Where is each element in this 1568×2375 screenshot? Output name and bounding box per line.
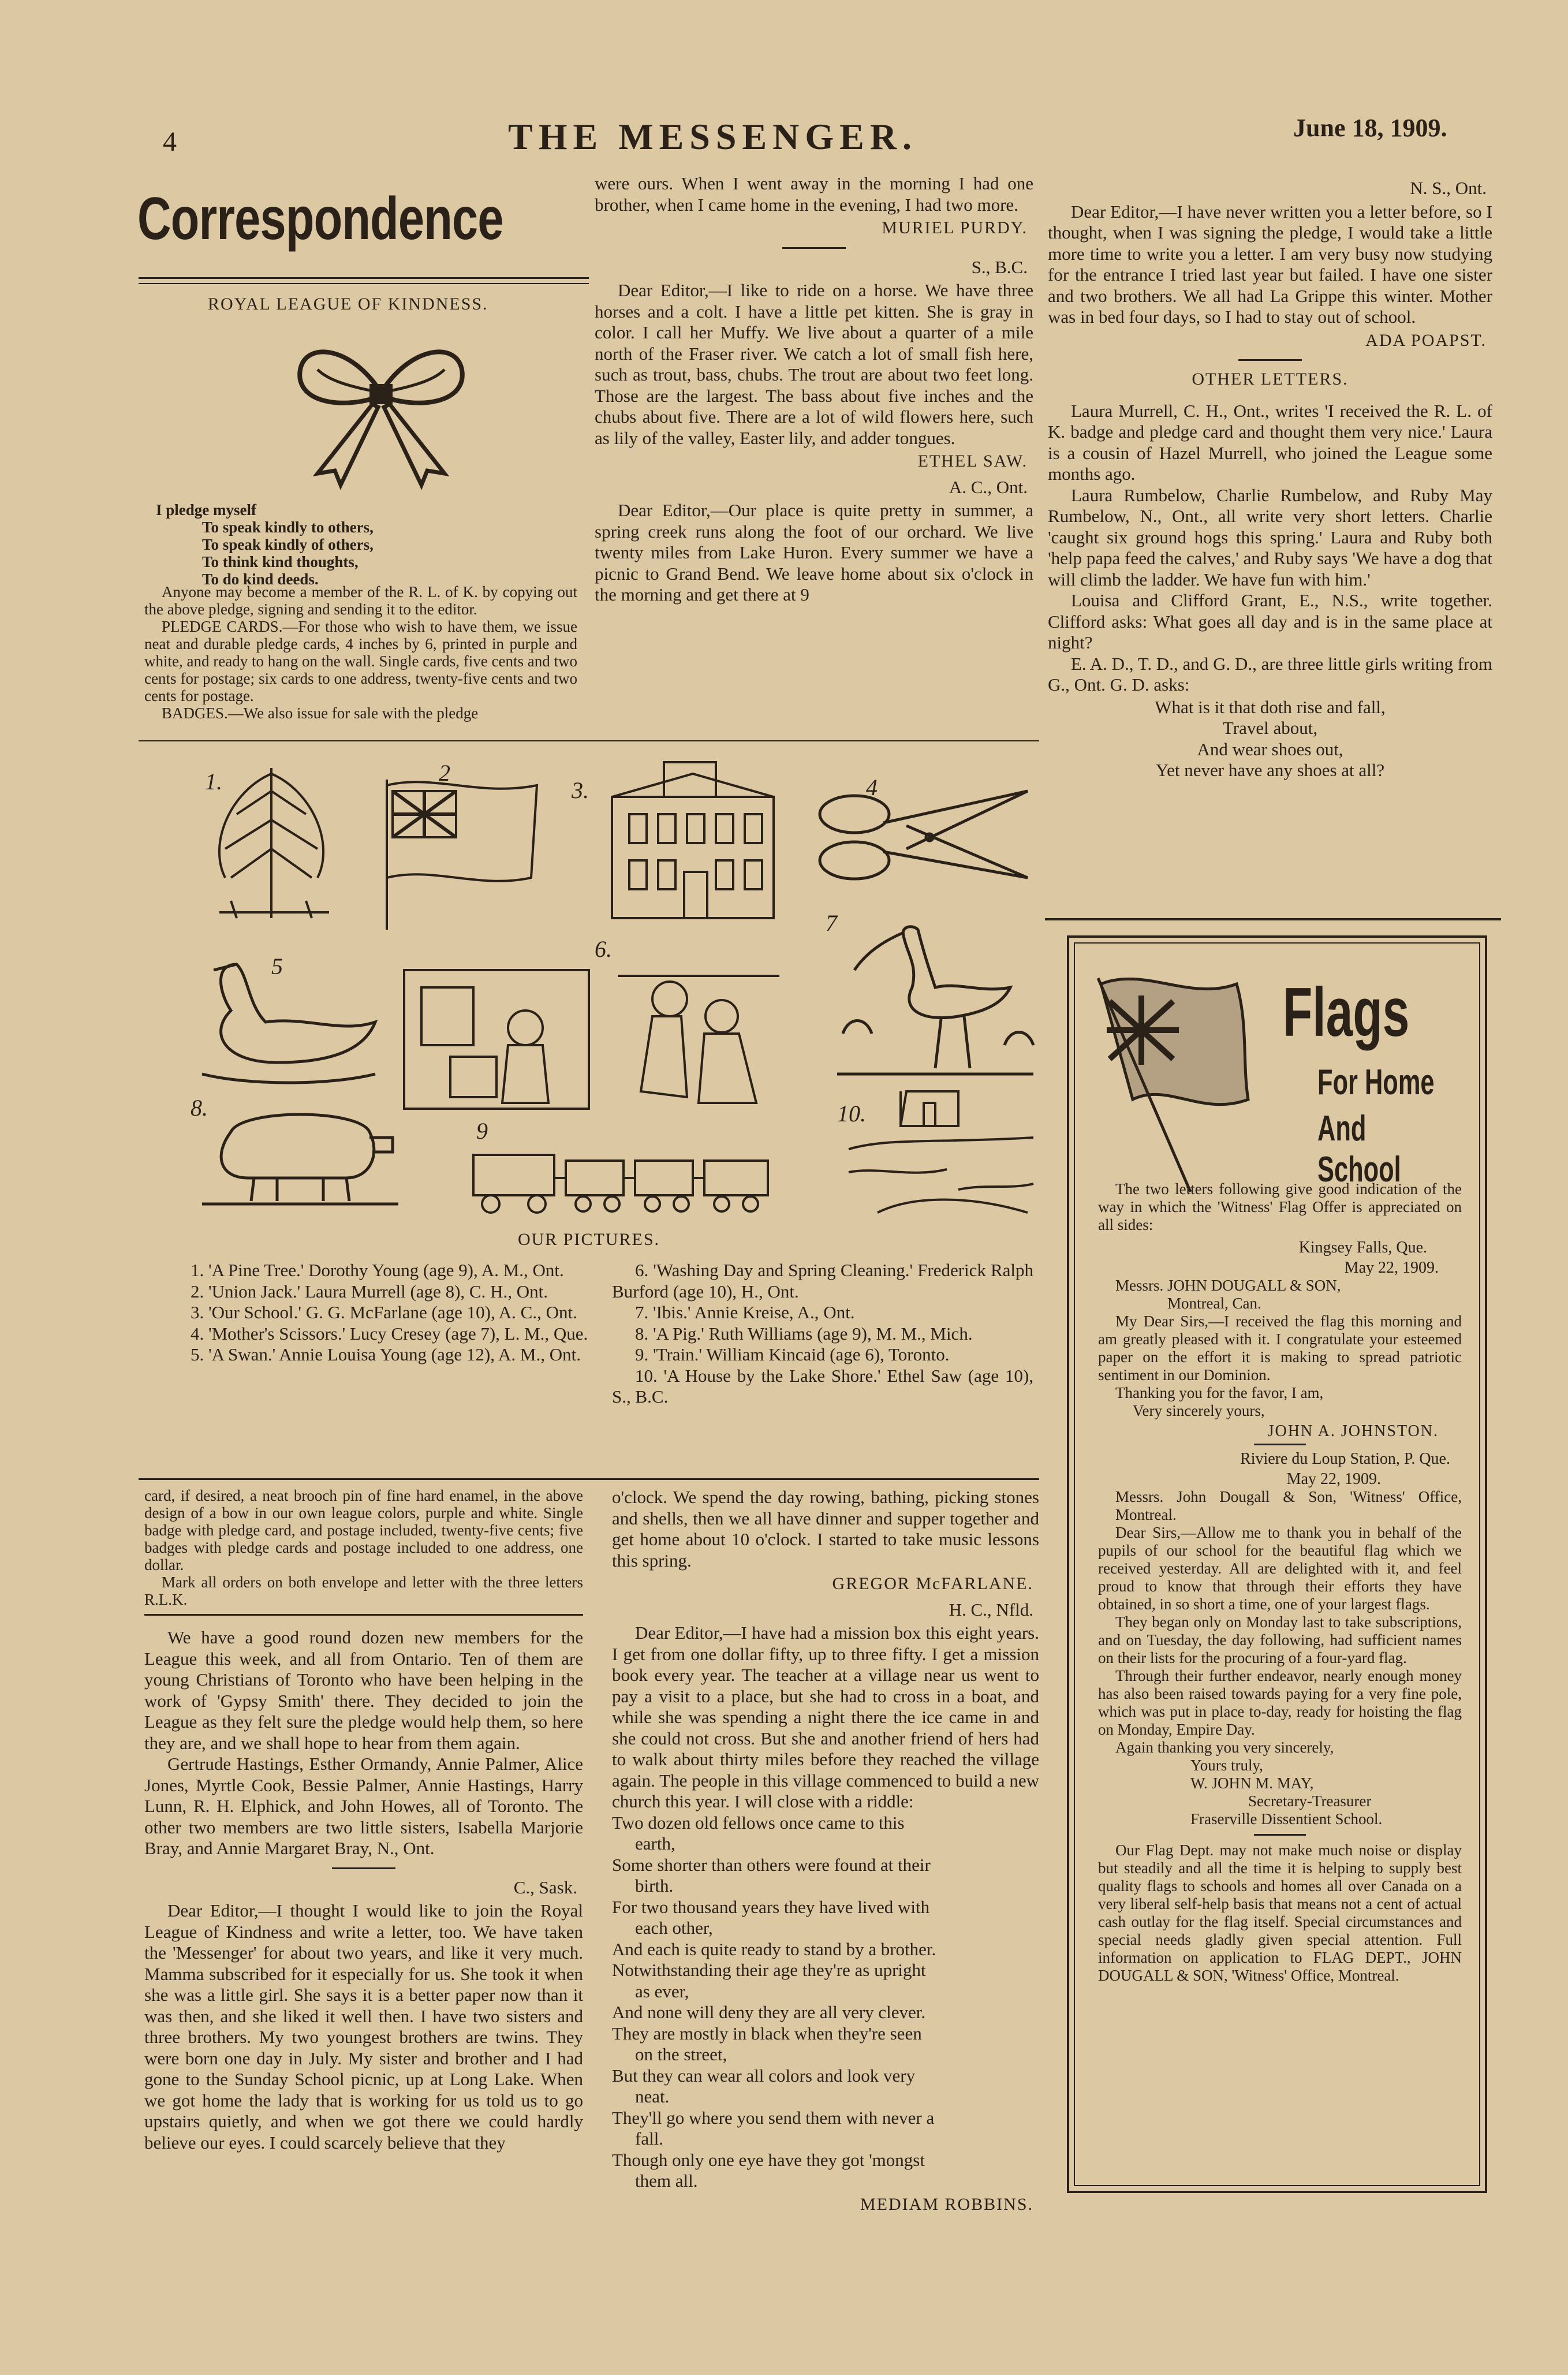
riddle-line: What is it that doth rise and fall,	[1155, 696, 1386, 717]
letter-place: H. C., Nfld.	[949, 1599, 1033, 1620]
pledge	[156, 501, 445, 588]
picture-credits-right	[612, 1260, 1033, 1408]
picture-credit: 10. 'A House by the Lake Shore.' Ethel Saw (age 10), S., B.C.	[612, 1365, 1033, 1407]
other-letters-title: OTHER LETTERS.	[1192, 370, 1349, 389]
signature: W. JOHN M. MAY,	[1190, 1774, 1314, 1792]
divider	[1238, 359, 1302, 361]
pledge-line: I pledge myself	[156, 501, 256, 519]
other-letter: Laura Murrell, C. H., Ont., writes 'I received the R. L. of K. badge and pledge card and thought them very nice.' Laura is a cousin of Hazel Murrell, who joined the League some months ago.	[1048, 400, 1492, 484]
riddle-line: each other,	[635, 1918, 713, 1938]
pledge-line: To think kind thoughts,	[202, 553, 359, 571]
pictures-bottom-rule	[139, 1478, 1039, 1480]
letter-body: Dear Editor,—I thought I would like to join the Royal League of Kindness and write a letter, too. We have taken the 'Messenger' for about two years, and like it very much. Mamma subscribed for it especially for us. She took it when she was a little girl. She says it is a better paper now than it was then, and she liked it well then. I have two sisters and three brothers. My two youngest brothers are twins. They were born one day in July. My sister and brother and I had gone to the Sunday School picnic, up at Long Lake. When we got home the lady that is working for us told us to go upstairs quietly, and when we got there we could hardly believe our eyes. I could scarcely believe that they	[144, 1900, 583, 2153]
train-drawing	[462, 1143, 774, 1218]
signature: MEDIAM ROBBINS.	[860, 2194, 1033, 2214]
picture-credit: 4. 'Mother's Scissors.' Lucy Cresey (age 7), L. M., Que.	[191, 1323, 588, 1344]
riddle-line: Some shorter than others were found at their	[612, 1854, 931, 1875]
masthead: THE MESSENGER.	[508, 116, 918, 157]
riddle-line: neat.	[635, 2086, 670, 2106]
swan-drawing	[191, 947, 387, 1091]
pledge-cards: PLEDGE CARDS.—For those who wish to have them, we issue neat and durable pledge cards, 4 inches by 6, printed in purple and white, and ready to hang on the wall. Single cards, five cents and two cents for postage; six cards to one address, twenty-five cents and two cents for postage.	[144, 618, 577, 704]
other-letter: Louisa and Clifford Grant, E., N.S., write together. Clifford asks: What goes all day and is in the same place at night?	[1048, 590, 1492, 653]
league-title: ROYAL LEAGUE OF KINDNESS.	[208, 294, 488, 314]
pledge-line: To speak kindly to others,	[202, 519, 374, 536]
signature-title: Fraserville Dissentient School.	[1190, 1810, 1383, 1828]
washing-day-drawing	[398, 964, 791, 1114]
letter-body: Dear Editor,—I have had a mission box this eight years. I get from one dollar fifty, up to three fifty. I get a mission book every year. The teacher at a village near us went to pay a visit to a place, but she had to cross in a boat, and while she was spending a night there the ice came in and she could not cross. But she and another friend of hers had to walk about thirty miles before they reached the village again. The people in this village commenced to build a new church this year. I will close with a riddle:	[612, 1623, 1039, 1811]
flag-illustration	[1087, 967, 1260, 1198]
picture-credits-left	[167, 1260, 589, 1366]
picture-number: 5	[271, 953, 283, 979]
lake-house-drawing	[843, 1080, 1039, 1218]
picture-number: 3.	[572, 777, 589, 803]
ad-intro: The two letters following give good indication of the way in which the 'Witness' Flag Offer is appreciated on all sides:	[1098, 1180, 1462, 1233]
picture-number: 10.	[837, 1101, 866, 1127]
riddle-line: And wear shoes out,	[1197, 739, 1343, 759]
letter-continuation: were ours. When I went away in the morning I had one brother, when I came home in the evening, I had two more.	[595, 173, 1033, 215]
badges-continued	[144, 1487, 583, 1608]
title-rule	[139, 277, 589, 279]
picture-number: 6.	[595, 936, 612, 962]
riddle-line: And none will deny they are all very clever.	[612, 2002, 926, 2022]
riddle-line: on the street,	[635, 2044, 727, 2064]
signature: ETHEL SAW.	[917, 452, 1028, 471]
badges-text: card, if desired, a neat brooch pin of fine hard enamel, in the above design of a bow in our own league colors, purple and white. Single badge with pledge card, and postage included, twenty-five cents; five badges with pledge cards and postage included to one address, one dollar.	[144, 1487, 583, 1574]
letter-recipient: Montreal, Can.	[1167, 1295, 1261, 1312]
ad-title: Flags	[1283, 974, 1410, 1051]
pictures-top-rule-right	[1045, 918, 1501, 920]
pine-tree-drawing	[191, 756, 352, 924]
picture-credit: 7. 'Ibis.' Annie Kreise, A., Ont.	[635, 1302, 855, 1322]
page-number: 4	[163, 126, 177, 157]
picture-credit: 8. 'A Pig.' Ruth Williams (age 9), M. M., Mich.	[635, 1323, 973, 1344]
riddle-line: They are mostly in black when they're seen	[612, 2023, 922, 2044]
issue-date: June 18, 1909.	[1293, 114, 1447, 142]
picture-credit: 3. 'Our School.' G. G. McFarlane (age 10), A. C., Ont.	[191, 1302, 577, 1322]
pledge-line: To speak kindly of others,	[202, 536, 374, 553]
pictures-top-rule	[139, 740, 1039, 741]
signature: GREGOR McFARLANE.	[832, 1574, 1033, 1593]
pledge-line: To do kind deeds.	[202, 571, 319, 588]
riddle-line: And each is quite ready to stand by a brother.	[612, 1938, 936, 1959]
divider	[144, 1614, 583, 1616]
letter-place: Riviere du Loup Station, P. Que.	[1240, 1450, 1450, 1468]
letter-continuation: o'clock. We spend the day rowing, bathing, picking stones and shells, then we all have dinner and supper together and get home about 10 o'clock. I started to take music lessons this spring.	[612, 1487, 1039, 1571]
divider	[1254, 1444, 1306, 1445]
ad-footer: Our Flag Dept. may not make much noise or display but steadily and all the time it is helping to supply best quality flags to schools and homes all over Canada on a very liberal self-help basis that means not a cent of actual cash outlay for the flag itself. Special circumstances and special needs gladly given special attention. Full information on application to FLAG DEPT., JOHN DOUGALL & SON, 'Witness' Office, Montreal.	[1098, 1841, 1462, 1984]
riddle-line: Two dozen old fellows once came to this	[612, 1812, 905, 1833]
divider	[1254, 1834, 1306, 1836]
letter-body: My Dear Sirs,—I received the flag this morning and am greatly pleased with it. I congratulate your esteemed paper on the effort it is making to spread patriotic sentiment in our Dominion.	[1098, 1313, 1462, 1384]
picture-credit: 2. 'Union Jack.' Laura Murrell (age 8), C. H., Ont.	[191, 1281, 548, 1302]
signature: ADA POAPST.	[1365, 330, 1487, 350]
riddle	[1048, 697, 1492, 781]
riddle-line: birth.	[635, 1876, 674, 1896]
letter-recipient: Messrs. JOHN DOUGALL & SON,	[1115, 1277, 1341, 1294]
bow-illustration	[283, 323, 479, 491]
picture-number: 4	[866, 774, 878, 800]
picture-credit: 5. 'A Swan.' Annie Louisa Young (age 12), A. M., Ont.	[191, 1344, 581, 1364]
flags-ad	[1067, 935, 1487, 2193]
section-title: Correspondence	[137, 185, 503, 252]
ibis-drawing	[831, 918, 1039, 1086]
league-news-p2: Gertrude Hastings, Esther Ormandy, Annie Palmer, Alice Jones, Myrtle Cook, Bessie Palmer, Annie Hastings, Harry Lunn, R. H. Elphick, and John Howes, all of Toronto. The other two members are two little sisters, Isabella Marjorie Bray, and Annie Margaret Bray, N., Ont.	[144, 1754, 583, 1858]
pictures-title: OUR PICTURES.	[517, 1230, 660, 1249]
divider	[782, 247, 846, 249]
riddle-line: Though only one eye have they got 'mongst	[612, 2149, 925, 2170]
picture-credit: 6. 'Washing Day and Spring Cleaning.' Frederick Ralph Burford (age 10), H., Ont.	[612, 1260, 1033, 1302]
letter-closing: Very sincerely yours,	[1133, 1402, 1265, 1419]
riddle-line: Notwithstanding their age they're as upright	[612, 1960, 926, 1980]
picture-number: 8.	[191, 1095, 208, 1121]
divider	[332, 1867, 395, 1869]
riddle-line: But they can wear all colors and look very	[612, 2065, 916, 2086]
letter-place: Kingsey Falls, Que.	[1298, 1239, 1427, 1257]
letter-body: Dear Editor,—I like to ride on a horse. We have three horses and a colt. I have a little pet kitten. She is gray in color. I call her Muffy. We live about a quarter of a mile north of the Fraser river. We catch a lot of small fish here, such as trout, bass, chubs. The trout are about two feet long. Those are the largest. The bass about five inches and the chubs about five. There are a lot of wild flowers here, such as lily of the valley, Easter lily, and adder tongues.	[595, 280, 1033, 448]
league-membership: Anyone may become a member of the R. L. of K. by copying out the above pledge, signing and sending it to the editor.	[144, 583, 577, 618]
union-jack-drawing	[375, 768, 548, 935]
title-rule-2	[139, 283, 589, 284]
letter-body: Again thanking you very sincerely,	[1115, 1739, 1334, 1756]
letter-closing: Yours truly,	[1190, 1757, 1264, 1774]
riddle-line: Travel about,	[1222, 718, 1318, 738]
riddle-poem	[612, 1813, 1039, 2192]
other-letter: E. A. D., T. D., and G. D., are three little girls writing from G., Ont. G. D. asks:	[1048, 653, 1492, 695]
letter-place: S., B.C.	[971, 256, 1028, 277]
picture-number: 7	[826, 910, 837, 936]
letter-body: Dear Editor,—I have never written you a letter before, so I thought, when I was signing the pledge, I would take a little more time to write you a letter. I am very busy now studying for the entrance I tried last year but failed. I have one sister and two brothers. We all had La Grippe this winter. Mother was in bed four days, so I had to stay out of school.	[1048, 201, 1492, 327]
riddle-line: as ever,	[635, 1981, 689, 2001]
signature-title: Secretary-Treasurer	[1248, 1792, 1372, 1810]
signature: MURIEL PURDY.	[882, 218, 1028, 237]
col1-bottom	[144, 1487, 583, 2153]
picture-number: 1.	[205, 769, 222, 795]
letter-body: Dear Editor,—Our place is quite pretty in summer, a spring creek runs along the foot of our orchard. We live twenty miles from Lake Huron. Every summer we have a picnic to Grand Bend. We leave home about six o'clock in the morning and get there at 9	[595, 500, 1033, 605]
scissors-drawing	[808, 780, 1039, 889]
pig-drawing	[196, 1097, 404, 1213]
letter-body: Dear Sirs,—Allow me to thank you in behalf of the pupils of our school for the beautiful flag which we received yesterday. All are delighted with it, and feel proud to know that through their efforts they have obtained, in so short a time, one of your largest flags.	[1098, 1524, 1462, 1613]
picture-number: 9	[476, 1118, 488, 1144]
league-news	[144, 1627, 583, 2153]
riddle-line: They'll go where you send them with never a	[612, 2107, 935, 2128]
col3-top	[1048, 173, 1492, 781]
riddle-line: Yet never have any shoes at all?	[1155, 760, 1385, 780]
riddle-line: them all.	[635, 2171, 698, 2191]
ad-body	[1098, 1180, 1462, 1985]
letter-place: A. C., Ont.	[949, 476, 1028, 497]
signature: JOHN A. JOHNSTON.	[1267, 1422, 1439, 1440]
order-mark: Mark all orders on both envelope and letter with the three letters R.L.K.	[144, 1574, 583, 1608]
riddle-line: fall.	[635, 2128, 664, 2149]
picture-number: 2	[439, 760, 450, 786]
letter-date: May 22, 1909.	[1344, 1259, 1439, 1277]
riddle-line: For two thousand years they have lived with	[612, 1896, 930, 1917]
letter-body: Through their further endeavor, nearly enough money has also been raised towards paying for a very fine pole, which was put in place to-day, ready for hoisting the flag on Monday, Empire Day.	[1098, 1667, 1462, 1738]
league-info	[144, 583, 577, 722]
ad-subtitle-2: And School	[1317, 1109, 1401, 1190]
picture-credit: 9. 'Train.' William Kincaid (age 6), Toronto.	[635, 1344, 950, 1364]
letter-body: They began only on Monday last to take subscriptions, and on Tuesday, the day following, had sufficient names on their lists for the procuring of a four-yard flag.	[1098, 1613, 1462, 1666]
col2-bottom	[612, 1487, 1039, 2219]
picture-credit: 1. 'A Pine Tree.' Dorothy Young (age 9), A. M., Ont.	[191, 1260, 564, 1280]
letter-recipient: Messrs. John Dougall & Son, 'Witness' Office, Montreal.	[1115, 1488, 1462, 1523]
school-drawing	[600, 756, 785, 924]
letter-place: C., Sask.	[513, 1877, 577, 1897]
badges: BADGES.—We also issue for sale with the pledge	[162, 704, 479, 722]
letter-closing: Thanking you for the favor, I am,	[1115, 1384, 1324, 1401]
other-letter: Laura Rumbelow, Charlie Rumbelow, and Ruby May Rumbelow, N., Ont., all write very short letters. Charlie 'caught six ground hogs this spring.' Laura and Ruby both 'help papa feed the calves,' and Ruby says 'We have a dog that will climb the ladder. We have fun with him.'	[1048, 484, 1492, 590]
letter-place: N. S., Ont.	[1410, 178, 1487, 198]
league-news-p1: We have a good round dozen new members for the League this week, and all from Ontario. Ten of them are young Christians of Toronto who have been helping in the work of 'Gypsy Smith' there. They decided to join the League as they felt sure the pledge would help them, so here they are, and we shall hope to hear from them again.	[144, 1627, 583, 1753]
letter-date: May 22, 1909.	[1286, 1470, 1381, 1488]
riddle-line: earth,	[635, 1833, 675, 1854]
col2-top	[595, 173, 1033, 606]
ad-subtitle-1: For Home	[1317, 1062, 1435, 1102]
